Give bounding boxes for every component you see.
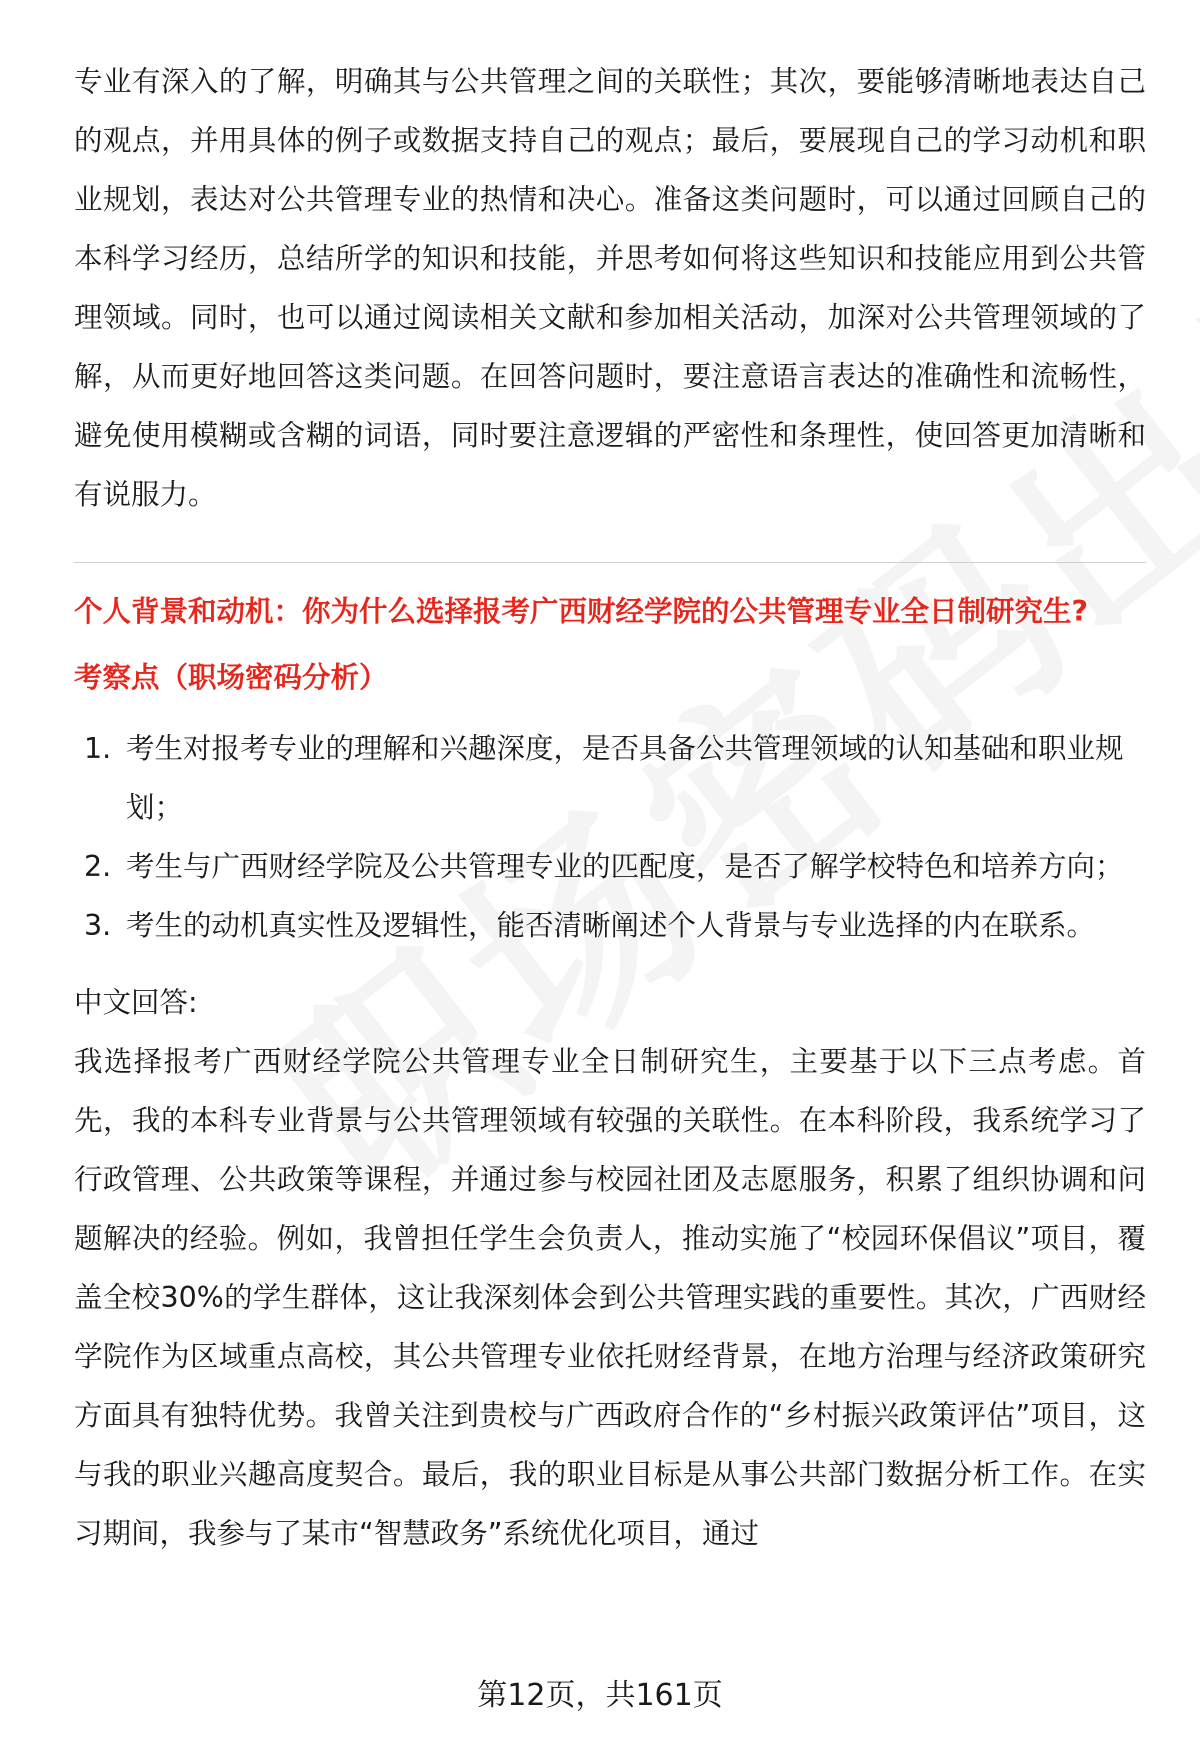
list-item-text: 考生的动机真实性及逻辑性，能否清晰阐述个人背景与专业选择的内在联系。 <box>126 909 1096 942</box>
intro-paragraph: 专业有深入的了解，明确其与公共管理之间的关联性；其次，要能够清晰地表达自己的观点，并用具体的例子或数据支持自己的观点；最后，要展现自己的学习动机和职业规划，表达对公共管理专业的热情和决心。准备这类问题时，可以通过回顾自己的本科学习经历，总结所学的知识和技能，并思考如何将这些知识和技能应用到公共管理领域。同时，也可以通过阅读相关文献和参加相关活动，加深对公共管理领域的了解，从而更好地回答这类问题。在回答问题时，要注意语言表达的准确性和流畅性，避免使用模糊或含糊的词语，同时要注意逻辑的严密性和条理性，使回答更加清晰和有说服力。 <box>74 65 1146 511</box>
section-divider <box>74 562 1146 563</box>
page-number-footer: 第12页，共161页 <box>477 1678 723 1713</box>
list-item-number: 1. <box>84 732 112 765</box>
page-content <box>74 52 1146 1563</box>
list-item <box>74 896 1146 955</box>
list-item-number: 2. <box>84 850 112 883</box>
answer-label: 中文回答: <box>74 986 198 1019</box>
answer-paragraph: 我选择报考广西财经学院公共管理专业全日制研究生，主要基于以下三点考虑。首先，我的本科专业背景与公共管理领域有较强的关联性。在本科阶段，我系统学习了行政管理、公共政策等课程，并通过参与校园社团及志愿服务，积累了组织协调和问题解决的经验。例如，我曾担任学生会负责人，推动实施了“校园环保倡议”项目，覆盖全校30%的学生群体，这让我深刻体会到公共管理实践的重要性。其次，广西财经学院作为区域重点高校，其公共管理专业依托财经背景，在地方治理与经济政策研究方面具有独特优势。我曾关注到贵校与广西政府合作的“乡村振兴政策评估”项目，这与我的职业兴趣高度契合。最后，我的职业目标是从事公共部门数据分析工作。在实习期间，我参与了某市“智慧政务”系统优化项目，通过 <box>74 1045 1146 1550</box>
list-item-number: 3. <box>84 909 112 942</box>
list-item <box>74 837 1146 896</box>
assessment-points-list <box>74 719 1146 955</box>
list-item-text: 考生与广西财经学院及公共管理专业的匹配度，是否了解学校特色和培养方向； <box>126 850 1124 883</box>
list-item <box>74 719 1146 837</box>
list-item-text: 考生对报考专业的理解和兴趣深度，是否具备公共管理领域的认知基础和职业规划； <box>126 732 1124 824</box>
points-heading: 考察点（职场密码分析） <box>74 661 388 694</box>
question-heading: 个人背景和动机：你为什么选择报考广西财经学院的公共管理专业全日制研究生? <box>74 595 1089 628</box>
